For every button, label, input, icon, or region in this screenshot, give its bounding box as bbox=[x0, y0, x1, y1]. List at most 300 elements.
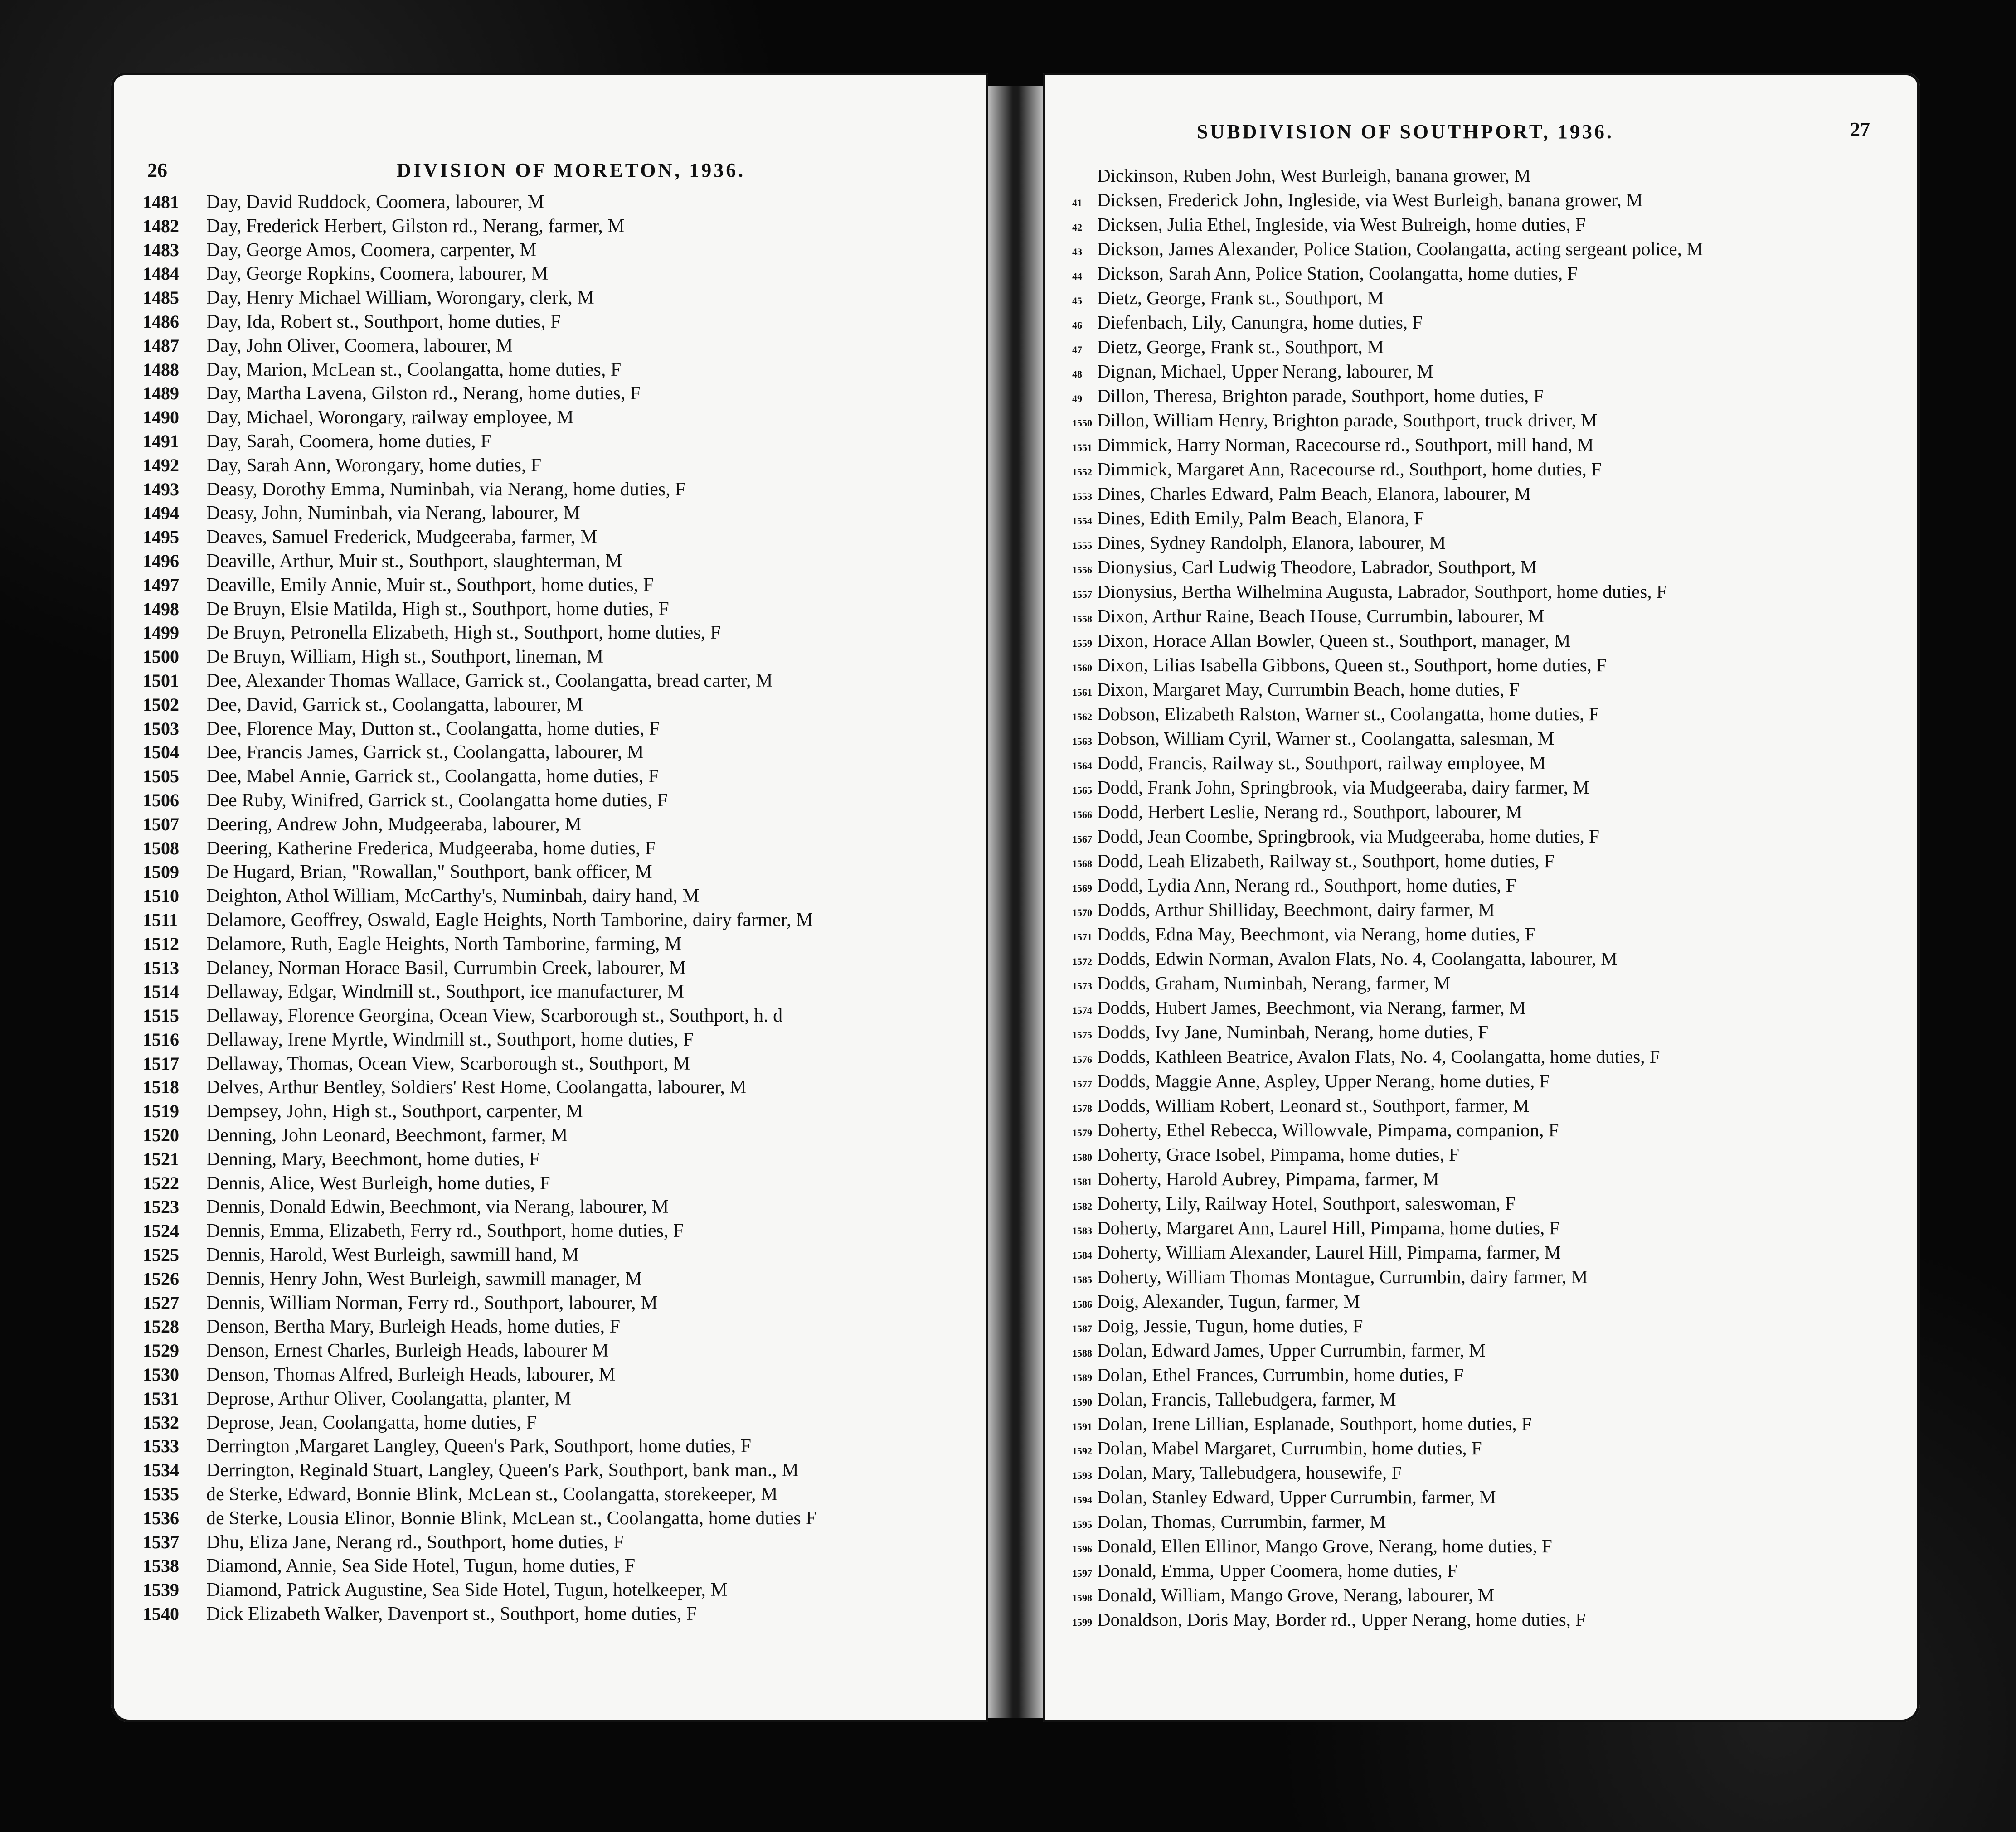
roll-entry bbox=[1072, 1044, 1911, 1069]
entry-number: 1578 bbox=[1072, 1103, 1092, 1114]
entry-text: Dionysius, Carl Ludwig Theodore, Labrador, Southport, M bbox=[1097, 557, 1537, 577]
left-page bbox=[111, 73, 988, 1722]
entry-text: Dodd, Frank John, Springbrook, via Mudgeeraba, dairy farmer, M bbox=[1097, 777, 1589, 798]
entry-text: Dolan, Ethel Frances, Currumbin, home duties, F bbox=[1097, 1364, 1464, 1385]
entry-text: Derrington ,Margaret Langley, Queen's Park, Southport, home duties, F bbox=[206, 1436, 752, 1457]
roll-entry bbox=[1072, 1387, 1911, 1411]
roll-entry bbox=[1072, 775, 1911, 800]
entry-text: Dimmick, Harry Norman, Racecourse rd., Southport, mill hand, M bbox=[1097, 434, 1594, 455]
entry-text: Day, Sarah Ann, Worongary, home duties, F bbox=[206, 455, 542, 476]
entry-number: 1588 bbox=[1072, 1347, 1092, 1359]
entry-number: 1575 bbox=[1072, 1029, 1092, 1041]
left-page-heading: DIVISION OF MORETON, 1936. bbox=[397, 159, 746, 181]
right-page-number: 27 bbox=[1850, 118, 1870, 141]
entry-number: 1573 bbox=[1072, 980, 1092, 992]
entry-text: Dodd, Herbert Leslie, Nerang rd., Southport, labourer, M bbox=[1097, 801, 1522, 822]
roll-entry bbox=[1072, 897, 1911, 922]
roll-entry bbox=[143, 837, 981, 861]
entry-number: 1560 bbox=[1072, 662, 1092, 674]
roll-entry bbox=[1072, 824, 1911, 848]
roll-entry bbox=[1072, 1216, 1911, 1240]
entry-number: 1582 bbox=[1072, 1201, 1092, 1212]
entry-number: 1555 bbox=[1072, 540, 1092, 551]
entry-text: Deaville, Emily Annie, Muir st., Southport, home duties, F bbox=[206, 574, 654, 596]
roll-entry bbox=[1072, 971, 1911, 995]
roll-entry bbox=[143, 286, 981, 310]
entry-number: 1520 bbox=[143, 1125, 179, 1146]
entry-text: Dolan, Thomas, Currumbin, farmer, M bbox=[1097, 1511, 1386, 1532]
roll-entry bbox=[143, 430, 981, 454]
roll-entry bbox=[143, 645, 981, 669]
roll-entry bbox=[143, 190, 981, 214]
roll-entry bbox=[143, 597, 981, 621]
roll-entry bbox=[143, 1291, 981, 1315]
entry-number: 1585 bbox=[1072, 1274, 1092, 1285]
entry-number: 1485 bbox=[143, 287, 179, 308]
entry-text: Dellaway, Edgar, Windmill st., Southport, ice manufacturer, M bbox=[206, 981, 685, 1003]
entry-number: 1508 bbox=[143, 838, 179, 858]
entry-text: Dennis, Henry John, West Burleigh, sawmill manager, M bbox=[206, 1268, 642, 1289]
roll-entry bbox=[1072, 628, 1911, 653]
entry-number: 1539 bbox=[143, 1580, 179, 1600]
entry-text: Dobson, William Cyril, Warner st., Coolangatta, salesman, M bbox=[1097, 728, 1555, 749]
entry-text: Day, Martha Lavena, Gilston rd., Nerang, home duties, F bbox=[206, 383, 641, 404]
entry-text: Day, John Oliver, Coomera, labourer, M bbox=[206, 335, 513, 356]
entry-number: 1529 bbox=[143, 1340, 179, 1361]
entry-number: 1594 bbox=[1072, 1494, 1092, 1506]
entry-number: 1504 bbox=[143, 742, 179, 763]
entry-number: 1596 bbox=[1072, 1543, 1092, 1555]
entry-number: 1481 bbox=[143, 192, 179, 212]
roll-entry bbox=[1072, 261, 1911, 286]
roll-entry bbox=[143, 908, 981, 932]
entry-text: Dodds, Edna May, Beechmont, via Nerang, home duties, F bbox=[1097, 924, 1535, 945]
entry-number: 1519 bbox=[143, 1101, 179, 1122]
entry-number: 1567 bbox=[1072, 834, 1092, 845]
entry-text: Day, Frederick Herbert, Gilston rd., Nerang, farmer, M bbox=[206, 215, 625, 237]
entry-text: Donald, Emma, Upper Coomera, home duties, F bbox=[1097, 1560, 1457, 1581]
entry-number: 1576 bbox=[1072, 1054, 1092, 1065]
entry-text: Dodds, Ivy Jane, Numinbah, Nerang, home duties, F bbox=[1097, 1022, 1489, 1042]
entry-number: 1577 bbox=[1072, 1078, 1092, 1090]
entry-number: 1591 bbox=[1072, 1421, 1092, 1432]
entry-text: Denson, Ernest Charles, Burleigh Heads, labourer M bbox=[206, 1340, 609, 1362]
roll-entry bbox=[143, 1363, 981, 1387]
book-gutter bbox=[988, 86, 1043, 1718]
roll-entry bbox=[143, 860, 981, 884]
entry-number: 1563 bbox=[1072, 736, 1092, 747]
entry-number: 1505 bbox=[143, 766, 179, 787]
entry-number: 1597 bbox=[1072, 1568, 1092, 1579]
entry-number: 1497 bbox=[143, 574, 179, 595]
entry-number: 1534 bbox=[143, 1460, 179, 1481]
entry-number: 1593 bbox=[1072, 1470, 1092, 1481]
roll-entry bbox=[1072, 481, 1911, 506]
entry-number: 1483 bbox=[143, 239, 179, 260]
roll-entry bbox=[1072, 1020, 1911, 1044]
entry-number: 1514 bbox=[143, 981, 179, 1002]
entry-text: Dobson, Elizabeth Ralston, Warner st., Coolangatta, home duties, F bbox=[1097, 703, 1599, 724]
roll-entry bbox=[143, 1004, 981, 1028]
entry-text: Delamore, Geoffrey, Oswald, Eagle Heights, North Tamborine, dairy farmer, M bbox=[206, 909, 813, 931]
roll-entry bbox=[1072, 334, 1911, 359]
entry-number: 47 bbox=[1072, 344, 1082, 355]
entry-text: de Sterke, Edward, Bonnie Blink, McLean st., Coolangatta, storekeeper, M bbox=[206, 1484, 778, 1505]
entry-number: 43 bbox=[1072, 246, 1082, 257]
roll-entry bbox=[1072, 212, 1911, 237]
roll-entry bbox=[1072, 1509, 1911, 1534]
roll-entry bbox=[1072, 1436, 1911, 1460]
entry-text: Dodds, William Robert, Leonard st., Southport, farmer, M bbox=[1097, 1095, 1530, 1116]
entry-number: 1486 bbox=[143, 311, 179, 332]
entry-text: Dicksen, Julia Ethel, Ingleside, via West Bulreigh, home duties, F bbox=[1097, 214, 1586, 235]
entry-text: Dolan, Mabel Margaret, Currumbin, home duties, F bbox=[1097, 1438, 1482, 1459]
entry-number: 1531 bbox=[143, 1388, 179, 1409]
entry-text: De Bruyn, William, High st., Southport, lineman, M bbox=[206, 646, 603, 668]
roll-entry bbox=[143, 310, 981, 334]
entry-number: 1489 bbox=[143, 383, 179, 404]
entry-number: 1494 bbox=[143, 503, 179, 523]
roll-entry bbox=[1072, 946, 1911, 971]
entry-number: 1482 bbox=[143, 215, 179, 236]
roll-entry bbox=[143, 717, 981, 741]
roll-entry bbox=[1072, 1313, 1911, 1338]
entry-number: 1540 bbox=[143, 1604, 179, 1624]
entry-text: Dodds, Kathleen Beatrice, Avalon Flats, No. 4, Coolangatta, home duties, F bbox=[1097, 1046, 1660, 1067]
entry-text: Dodd, Jean Coombe, Springbrook, via Mudgeeraba, home duties, F bbox=[1097, 826, 1599, 847]
roll-entry bbox=[143, 334, 981, 358]
roll-entry bbox=[1072, 1191, 1911, 1216]
entry-number: 1589 bbox=[1072, 1372, 1092, 1383]
entry-text: Denson, Bertha Mary, Burleigh Heads, home duties, F bbox=[206, 1316, 620, 1338]
entry-number: 48 bbox=[1072, 368, 1082, 380]
entry-number: 1592 bbox=[1072, 1445, 1092, 1457]
entry-text: Dodd, Lydia Ann, Nerang rd., Southport, home duties, F bbox=[1097, 875, 1516, 896]
entry-text: Doherty, Lily, Railway Hotel, Southport, saleswoman, F bbox=[1097, 1193, 1516, 1214]
roll-entry bbox=[143, 956, 981, 980]
entry-number: 1559 bbox=[1072, 638, 1092, 649]
roll-entry bbox=[143, 549, 981, 573]
entry-number: 1518 bbox=[143, 1077, 179, 1098]
entry-text: Day, George Ropkins, Coomera, labourer, M bbox=[206, 263, 549, 285]
entry-number: 1513 bbox=[143, 957, 179, 978]
entry-text: Deasy, John, Numinbah, via Nerang, labourer, M bbox=[206, 503, 580, 524]
roll-entry bbox=[1072, 1485, 1911, 1509]
roll-entry bbox=[1072, 1093, 1911, 1118]
roll-entry bbox=[143, 525, 981, 549]
entry-number: 1524 bbox=[143, 1221, 179, 1241]
entry-text: Dignan, Michael, Upper Nerang, labourer, M bbox=[1097, 361, 1433, 382]
roll-entry bbox=[143, 765, 981, 789]
entry-text: Dodds, Edwin Norman, Avalon Flats, No. 4, Coolangatta, labourer, M bbox=[1097, 948, 1618, 969]
entry-text: Dennis, Alice, West Burleigh, home duties, F bbox=[206, 1173, 550, 1194]
roll-entry bbox=[1072, 530, 1911, 555]
entry-number: 1498 bbox=[143, 598, 179, 619]
entry-text: Dixon, Arthur Raine, Beach House, Currumbin, labourer, M bbox=[1097, 606, 1545, 626]
roll-entry bbox=[143, 454, 981, 478]
left-page-number: 26 bbox=[147, 159, 167, 181]
entry-number: 1554 bbox=[1072, 515, 1092, 527]
entry-text: Doherty, Margaret Ann, Laurel Hill, Pimpama, home duties, F bbox=[1097, 1217, 1560, 1238]
entry-text: Dennis, William Norman, Ferry rd., Southport, labourer, M bbox=[206, 1292, 658, 1313]
entry-number: 1516 bbox=[143, 1029, 179, 1050]
entry-text: Dixon, Margaret May, Currumbin Beach, home duties, F bbox=[1097, 679, 1520, 700]
roll-entry bbox=[143, 621, 981, 645]
roll-entry bbox=[1072, 873, 1911, 897]
entry-text: Dimmick, Margaret Ann, Racecourse rd., Southport, home duties, F bbox=[1097, 459, 1602, 480]
entry-text: Dee, Francis James, Garrick st., Coolangatta, labourer, M bbox=[206, 742, 644, 763]
roll-entry bbox=[143, 741, 981, 765]
entry-number: 1488 bbox=[143, 359, 179, 380]
entry-text: Donald, Ellen Ellinor, Mango Grove, Nerang, home duties, F bbox=[1097, 1536, 1552, 1556]
entry-number: 1569 bbox=[1072, 882, 1092, 894]
roll-entry bbox=[1072, 408, 1911, 432]
roll-entry bbox=[1072, 1338, 1911, 1362]
entry-number: 1536 bbox=[143, 1507, 179, 1528]
roll-entry bbox=[143, 1172, 981, 1196]
roll-entry bbox=[143, 1124, 981, 1148]
roll-entry bbox=[143, 1554, 981, 1578]
entry-number: 1579 bbox=[1072, 1127, 1092, 1139]
entry-text: Dickson, Sarah Ann, Police Station, Coolangatta, home duties, F bbox=[1097, 263, 1578, 284]
entry-number: 1515 bbox=[143, 1005, 179, 1026]
entry-text: Dines, Edith Emily, Palm Beach, Elanora, F bbox=[1097, 508, 1424, 528]
roll-entry bbox=[143, 1483, 981, 1507]
entry-number: 1527 bbox=[143, 1292, 179, 1313]
roll-entry bbox=[1072, 1460, 1911, 1485]
roll-entry bbox=[143, 382, 981, 406]
entry-text: Delves, Arthur Bentley, Soldiers' Rest Home, Coolangatta, labourer, M bbox=[206, 1077, 747, 1098]
entry-text: Doherty, Ethel Rebecca, Willowvale, Pimpama, companion, F bbox=[1097, 1120, 1559, 1140]
roll-entry bbox=[1072, 1265, 1911, 1289]
entry-number: 1553 bbox=[1072, 491, 1092, 502]
roll-entry bbox=[143, 1387, 981, 1411]
entry-number: 1487 bbox=[143, 335, 179, 356]
roll-entry bbox=[143, 1076, 981, 1100]
entry-text: De Bruyn, Petronella Elizabeth, High st., Southport, home duties, F bbox=[206, 622, 721, 644]
entry-text: Dodds, Arthur Shilliday, Beechmont, dairy farmer, M bbox=[1097, 899, 1495, 920]
roll-entry bbox=[143, 1219, 981, 1243]
entry-text: Diamond, Patrick Augustine, Sea Side Hotel, Tugun, hotelkeeper, M bbox=[206, 1580, 728, 1601]
entry-number: 1528 bbox=[143, 1316, 179, 1337]
entry-number: 1532 bbox=[143, 1412, 179, 1433]
roll-entry bbox=[143, 1100, 981, 1124]
roll-entry bbox=[143, 406, 981, 430]
roll-entry bbox=[143, 573, 981, 597]
entry-number: 1561 bbox=[1072, 687, 1092, 698]
entry-number: 1552 bbox=[1072, 466, 1092, 478]
roll-entry bbox=[143, 669, 981, 693]
roll-entry bbox=[143, 214, 981, 238]
roll-entry bbox=[143, 262, 981, 286]
roll-entry bbox=[1072, 1167, 1911, 1191]
entry-text: Dixon, Lilias Isabella Gibbons, Queen st., Southport, home duties, F bbox=[1097, 654, 1607, 675]
roll-entry bbox=[143, 1028, 981, 1052]
roll-entry bbox=[1072, 677, 1911, 702]
entry-text: Dellaway, Irene Myrtle, Windmill st., Southport, home duties, F bbox=[206, 1029, 694, 1050]
entry-text: Deprose, Arthur Oliver, Coolangatta, planter, M bbox=[206, 1388, 571, 1409]
entry-number: 1491 bbox=[143, 431, 179, 451]
entry-text: Deaville, Arthur, Muir st., Southport, slaughterman, M bbox=[206, 550, 622, 572]
left-roll-entries bbox=[143, 190, 981, 1626]
entry-text: Dixon, Horace Allan Bowler, Queen st., Southport, manager, M bbox=[1097, 630, 1571, 651]
entry-text: Doherty, William Alexander, Laurel Hill, Pimpama, farmer, M bbox=[1097, 1242, 1561, 1263]
right-page-heading: SUBDIVISION OF SOUTHPORT, 1936. bbox=[1197, 121, 1614, 143]
entry-text: Doherty, Grace Isobel, Pimpama, home duties, F bbox=[1097, 1144, 1459, 1165]
roll-entry bbox=[1072, 604, 1911, 628]
entry-text: Dennis, Emma, Elizabeth, Ferry rd., Southport, home duties, F bbox=[206, 1221, 684, 1242]
entry-number: 1566 bbox=[1072, 809, 1092, 820]
roll-entry bbox=[143, 1507, 981, 1531]
entry-number: 1586 bbox=[1072, 1299, 1092, 1310]
entry-number: 1565 bbox=[1072, 785, 1092, 796]
entry-text: Dolan, Mary, Tallebudgera, housewife, F bbox=[1097, 1462, 1402, 1483]
entry-text: Day, Michael, Worongary, railway employee, M bbox=[206, 407, 574, 428]
entry-text: Dines, Sydney Randolph, Elanora, labourer, M bbox=[1097, 532, 1446, 553]
entry-number: 49 bbox=[1072, 393, 1082, 404]
entry-number: 1556 bbox=[1072, 564, 1092, 576]
entry-number: 1502 bbox=[143, 694, 179, 715]
roll-entry bbox=[1072, 1558, 1911, 1583]
entry-number: 1581 bbox=[1072, 1176, 1092, 1187]
entry-number: 1598 bbox=[1072, 1592, 1092, 1604]
entry-text: Dodd, Francis, Railway st., Southport, railway employee, M bbox=[1097, 752, 1546, 773]
entry-text: Dillon, William Henry, Brighton parade, Southport, truck driver, M bbox=[1097, 410, 1598, 431]
entry-number: 1493 bbox=[143, 479, 179, 499]
entry-number: 45 bbox=[1072, 295, 1082, 306]
roll-entry bbox=[143, 789, 981, 813]
entry-text: Diamond, Annie, Sea Side Hotel, Tugun, home duties, F bbox=[206, 1556, 636, 1577]
entry-number: 1574 bbox=[1072, 1005, 1092, 1016]
entry-number: 1530 bbox=[143, 1364, 179, 1385]
entry-text: Dicksen, Frederick John, Ingleside, via West Burleigh, banana grower, M bbox=[1097, 189, 1643, 210]
entry-number: 1583 bbox=[1072, 1225, 1092, 1236]
entry-text: Dee, Alexander Thomas Wallace, Garrick st., Coolangatta, bread carter, M bbox=[206, 670, 773, 691]
roll-entry bbox=[1072, 800, 1911, 824]
roll-entry bbox=[1072, 1583, 1911, 1607]
entry-number: 1557 bbox=[1072, 589, 1092, 600]
entry-text: de Sterke, Lousia Elinor, Bonnie Blink, McLean st., Coolangatta, home duties F bbox=[206, 1507, 816, 1529]
entry-text: Doherty, Harold Aubrey, Pimpama, farmer, M bbox=[1097, 1168, 1439, 1189]
entry-text: Dennis, Harold, West Burleigh, sawmill hand, M bbox=[206, 1245, 579, 1266]
entry-text: De Bruyn, Elsie Matilda, High st., Southport, home duties, F bbox=[206, 598, 669, 620]
roll-entry bbox=[143, 980, 981, 1004]
entry-text: Dee, David, Garrick st., Coolangatta, labourer, M bbox=[206, 694, 583, 715]
entry-text: Day, David Ruddock, Coomera, labourer, M bbox=[206, 192, 544, 213]
entry-number: 1492 bbox=[143, 455, 179, 475]
entry-number: 1510 bbox=[143, 886, 179, 906]
roll-entry bbox=[1072, 1289, 1911, 1313]
roll-entry bbox=[1072, 506, 1911, 530]
roll-entry bbox=[1072, 995, 1911, 1020]
entry-text: Deighton, Athol William, McCarthy's, Numinbah, dairy hand, M bbox=[206, 886, 700, 907]
entry-text: Dolan, Irene Lillian, Esplanade, Southport, home duties, F bbox=[1097, 1413, 1532, 1434]
roll-entry bbox=[1072, 726, 1911, 751]
entry-number: 1562 bbox=[1072, 711, 1092, 722]
roll-entry bbox=[143, 358, 981, 382]
entry-number: 1503 bbox=[143, 718, 179, 739]
entry-number: 1501 bbox=[143, 670, 179, 691]
entry-number: 1533 bbox=[143, 1436, 179, 1457]
roll-entry bbox=[1072, 922, 1911, 946]
entry-number: 1590 bbox=[1072, 1396, 1092, 1408]
entry-number: 44 bbox=[1072, 271, 1082, 282]
entry-text: Diefenbach, Lily, Canungra, home duties, F bbox=[1097, 312, 1423, 333]
entry-number: 1537 bbox=[143, 1532, 179, 1552]
entry-text: Dee, Florence May, Dutton st., Coolangatta, home duties, F bbox=[206, 718, 660, 739]
entry-text: Denning, John Leonard, Beechmont, farmer, M bbox=[206, 1125, 568, 1146]
entry-text: Deprose, Jean, Coolangatta, home duties, F bbox=[206, 1412, 537, 1433]
entry-number: 1587 bbox=[1072, 1323, 1092, 1334]
entry-text: Dietz, George, Frank st., Southport, M bbox=[1097, 336, 1384, 357]
roll-entry bbox=[143, 1578, 981, 1602]
entry-text: Dodds, Maggie Anne, Aspley, Upper Nerang, home duties, F bbox=[1097, 1071, 1550, 1091]
entry-number: 1584 bbox=[1072, 1250, 1092, 1261]
roll-entry bbox=[1072, 1534, 1911, 1558]
entry-number: 1550 bbox=[1072, 417, 1092, 429]
entry-text: Dempsey, John, High st., Southport, carpenter, M bbox=[206, 1101, 583, 1122]
roll-entry bbox=[1072, 751, 1911, 775]
entry-text: Doherty, William Thomas Montague, Currumbin, dairy farmer, M bbox=[1097, 1266, 1588, 1287]
roll-entry bbox=[1072, 188, 1911, 212]
entry-number: 1521 bbox=[143, 1149, 179, 1169]
entry-number: 1595 bbox=[1072, 1519, 1092, 1530]
entry-number: 1496 bbox=[143, 550, 179, 571]
entry-text: Denson, Thomas Alfred, Burleigh Heads, labourer, M bbox=[206, 1364, 616, 1386]
entry-number: 1580 bbox=[1072, 1152, 1092, 1163]
book-spread bbox=[111, 73, 1920, 1722]
entry-text: Dietz, George, Frank st., Southport, M bbox=[1097, 287, 1384, 308]
roll-entry bbox=[143, 693, 981, 717]
entry-text: Delamore, Ruth, Eagle Heights, North Tamborine, farming, M bbox=[206, 933, 682, 955]
entry-text: Dickinson, Ruben John, West Burleigh, banana grower, M bbox=[1097, 165, 1531, 186]
roll-entry bbox=[143, 1243, 981, 1267]
entry-text: Dee Ruby, Winifred, Garrick st., Coolangatta home duties, F bbox=[206, 790, 668, 811]
roll-entry bbox=[143, 1531, 981, 1555]
roll-entry bbox=[143, 1602, 981, 1626]
entry-text: Dillon, Theresa, Brighton parade, Southport, home duties, F bbox=[1097, 385, 1544, 406]
entry-number: 1526 bbox=[143, 1268, 179, 1289]
entry-number: 1558 bbox=[1072, 613, 1092, 625]
entry-text: Dellaway, Florence Georgina, Ocean View, Scarborough st., Southport, h. d bbox=[206, 1005, 783, 1027]
roll-entry bbox=[1072, 1240, 1911, 1265]
entry-number: 1535 bbox=[143, 1484, 179, 1505]
roll-entry bbox=[1072, 310, 1911, 334]
roll-entry bbox=[1072, 1362, 1911, 1387]
roll-entry bbox=[1072, 457, 1911, 481]
entry-number: 1490 bbox=[143, 407, 179, 428]
right-roll-entries bbox=[1072, 163, 1911, 1632]
roll-entry bbox=[1072, 1142, 1911, 1167]
roll-entry bbox=[143, 478, 981, 502]
roll-entry bbox=[143, 1435, 981, 1459]
entry-text: Dhu, Eliza Jane, Nerang rd., Southport, home duties, F bbox=[206, 1532, 624, 1553]
entry-text: Dee, Mabel Annie, Garrick st., Coolangatta, home duties, F bbox=[206, 766, 659, 787]
roll-entry bbox=[1072, 1411, 1911, 1436]
roll-entry bbox=[1072, 848, 1911, 873]
roll-entry bbox=[1072, 383, 1911, 408]
roll-entry bbox=[1072, 359, 1911, 383]
entry-number: 1509 bbox=[143, 862, 179, 882]
roll-entry bbox=[1072, 653, 1911, 677]
entry-number: 1525 bbox=[143, 1245, 179, 1265]
entry-number: 42 bbox=[1072, 222, 1082, 233]
entry-text: Dodd, Leah Elizabeth, Railway st., Southport, home duties, F bbox=[1097, 850, 1555, 871]
roll-entry bbox=[143, 1267, 981, 1291]
entry-number: 1568 bbox=[1072, 858, 1092, 869]
entry-number: 1507 bbox=[143, 814, 179, 834]
entry-text: Donaldson, Doris May, Border rd., Upper Nerang, home duties, F bbox=[1097, 1609, 1586, 1630]
